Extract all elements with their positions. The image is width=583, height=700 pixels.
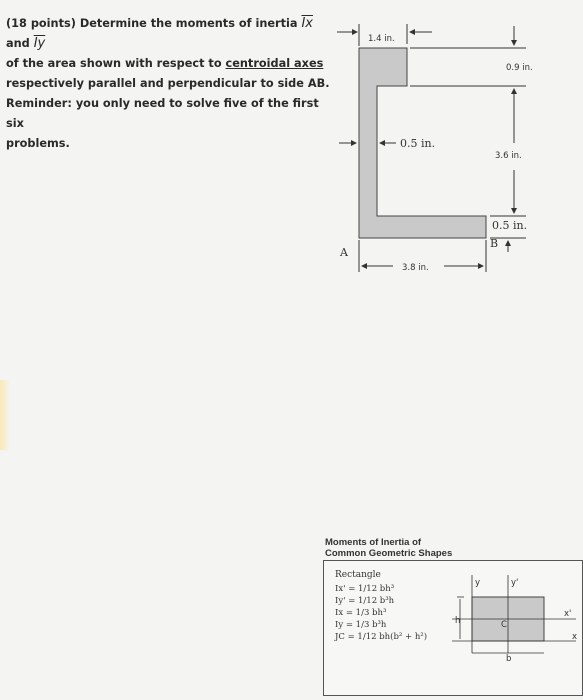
h-label: h (455, 616, 461, 626)
formula-ix: Ix = 1/3 bh³ (335, 608, 387, 618)
point-b-label: B (490, 237, 499, 250)
moments-table-title (325, 537, 525, 559)
xprime-axis-label: x' (564, 609, 572, 619)
formula-iyprime: Iy' = 1/12 b³h (335, 596, 395, 606)
points-label: (18 points) (6, 17, 76, 30)
problem-line-3: respectively parallel and perpendicular to side AB. (6, 77, 330, 90)
moments-table (323, 560, 583, 696)
point-a-label: A (340, 246, 348, 259)
dim-bottom-flange-label: 0.5 in. (492, 219, 528, 232)
problem-text-1: Determine the moments of inertia (79, 17, 298, 30)
dim-right-top-label: 0.9 in. (506, 63, 533, 73)
problem-line-4: Reminder: you only need to solve five of the first six (6, 97, 319, 130)
dim-web-label: 0.5 in. (400, 137, 436, 150)
y-axis-label: y (475, 578, 481, 588)
dim-top-label: 1.4 in. (368, 34, 395, 44)
centroidal-axes-text: centroidal axes (225, 57, 324, 70)
iy-symbol: $\overline{Iy}$ (33, 36, 46, 51)
dim-bottom-label: 3.8 in. (402, 263, 429, 273)
formula-jc: JC = 1/12 bh(b² + h²) (335, 632, 428, 642)
centroid-label: C (501, 620, 507, 630)
x-axis-label: x (572, 632, 578, 642)
formula-ixprime: Ix' = 1/12 bh³ (335, 584, 395, 594)
and-word: and (6, 37, 30, 50)
problem-line-5: problems. (6, 137, 70, 150)
dim-height-label: 3.6 in. (495, 151, 522, 161)
table-title-line-2: Common Geometric Shapes (325, 548, 453, 559)
rectangle-diagram (324, 561, 582, 695)
formula-iy: Iy = 1/3 b³h (335, 620, 387, 630)
rectangle-heading: Rectangle (335, 570, 381, 580)
problem-text-2: of the area shown with respect to (6, 57, 222, 70)
yprime-axis-label: y' (511, 578, 519, 588)
ix-symbol: $\overline{Ix}$ (301, 16, 313, 31)
b-label: b (506, 654, 512, 664)
table-title-line-1: Moments of Inertia of (325, 537, 422, 548)
